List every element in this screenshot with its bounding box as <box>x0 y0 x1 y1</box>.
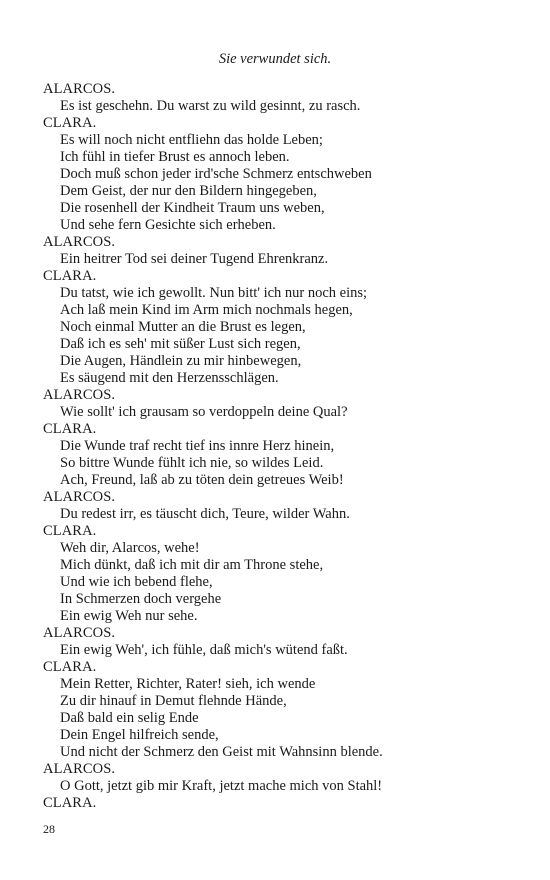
verse-line: Und nicht der Schmerz den Geist mit Wahnsinn blende. <box>60 744 383 760</box>
verse-line: Die Wunde traf recht tief ins innre Herz hinein, <box>60 438 335 454</box>
speaker-name: CLARA. <box>43 523 97 539</box>
verse-line: Zu dir hinauf in Demut flehnde Hände, <box>60 693 287 709</box>
dialogue-text <box>43 81 523 812</box>
verse-line: Daß ich es seh' mit süßer Lust sich regen, <box>60 336 301 352</box>
speaker-name: ALARCOS. <box>43 761 116 777</box>
verse-line: Die Augen, Händlein zu mir hinbewegen, <box>60 353 302 369</box>
stage-direction: Sie verwundet sich. <box>218 51 332 67</box>
verse-line: In Schmerzen doch vergehe <box>60 591 222 607</box>
speaker-name: ALARCOS. <box>43 489 116 505</box>
verse-line: Wie sollt' ich grausam so verdoppeln deine Qual? <box>60 404 348 420</box>
speaker-name: CLARA. <box>43 115 97 131</box>
verse-line: Ich fühl in tiefer Brust es annoch leben. <box>60 149 290 165</box>
verse-line: O Gott, jetzt gib mir Kraft, jetzt mache mich von Stahl! <box>60 778 383 794</box>
verse-line: Es ist geschehn. Du warst zu wild gesinnt, zu rasch. <box>60 98 361 114</box>
speaker-name: CLARA. <box>43 421 97 437</box>
page-number: 28 <box>43 822 55 836</box>
verse-line: Ein heitrer Tod sei deiner Tugend Ehrenkranz. <box>60 251 329 267</box>
verse-line: So bittre Wunde fühlt ich nie, so wildes Leid. <box>60 455 324 471</box>
speaker-name: ALARCOS. <box>43 625 116 641</box>
verse-line: Ein ewig Weh', ich fühle, daß mich's wütend faßt. <box>60 642 348 658</box>
speaker-name: ALARCOS. <box>43 81 116 97</box>
verse-line: Es will noch nicht entfliehn das holde Leben; <box>60 132 323 148</box>
verse-line: Daß bald ein selig Ende <box>60 710 199 726</box>
verse-line: Weh dir, Alarcos, wehe! <box>60 540 200 556</box>
speaker-name: CLARA. <box>43 268 97 284</box>
verse-line: Ach laß mein Kind im Arm mich nochmals hegen, <box>60 302 353 318</box>
verse-line: Mein Retter, Richter, Rater! sieh, ich wende <box>60 676 316 692</box>
speaker-name: ALARCOS. <box>43 387 116 403</box>
verse-line: Dein Engel hilfreich sende, <box>60 727 219 743</box>
verse-line: Noch einmal Mutter an die Brust es legen, <box>60 319 306 335</box>
speaker-name: CLARA. <box>43 659 97 675</box>
speaker-name: CLARA. <box>43 795 97 811</box>
verse-line: Und sehe fern Gesichte sich erheben. <box>60 217 276 233</box>
verse-line: Die rosenhell der Kindheit Traum uns weben, <box>60 200 325 216</box>
verse-line: Du redest irr, es täuscht dich, Teure, wilder Wahn. <box>60 506 350 522</box>
verse-line: Doch muß schon jeder ird'sche Schmerz entschweben <box>60 166 372 182</box>
speaker-name: ALARCOS. <box>43 234 116 250</box>
verse-line: Dem Geist, der nur den Bildern hingegeben, <box>60 183 317 199</box>
verse-line: Ein ewig Weh nur sehe. <box>60 608 198 624</box>
verse-line: Du tatst, wie ich gewollt. Nun bitt' ich nur noch eins; <box>60 285 368 301</box>
verse-line: Es säugend mit den Herzensschlägen. <box>60 370 279 386</box>
verse-line: Ach, Freund, laß ab zu töten dein getreues Weib! <box>60 472 344 488</box>
verse-line: Und wie ich bebend flehe, <box>60 574 213 590</box>
verse-line: Mich dünkt, daß ich mit dir am Throne stehe, <box>60 557 324 573</box>
